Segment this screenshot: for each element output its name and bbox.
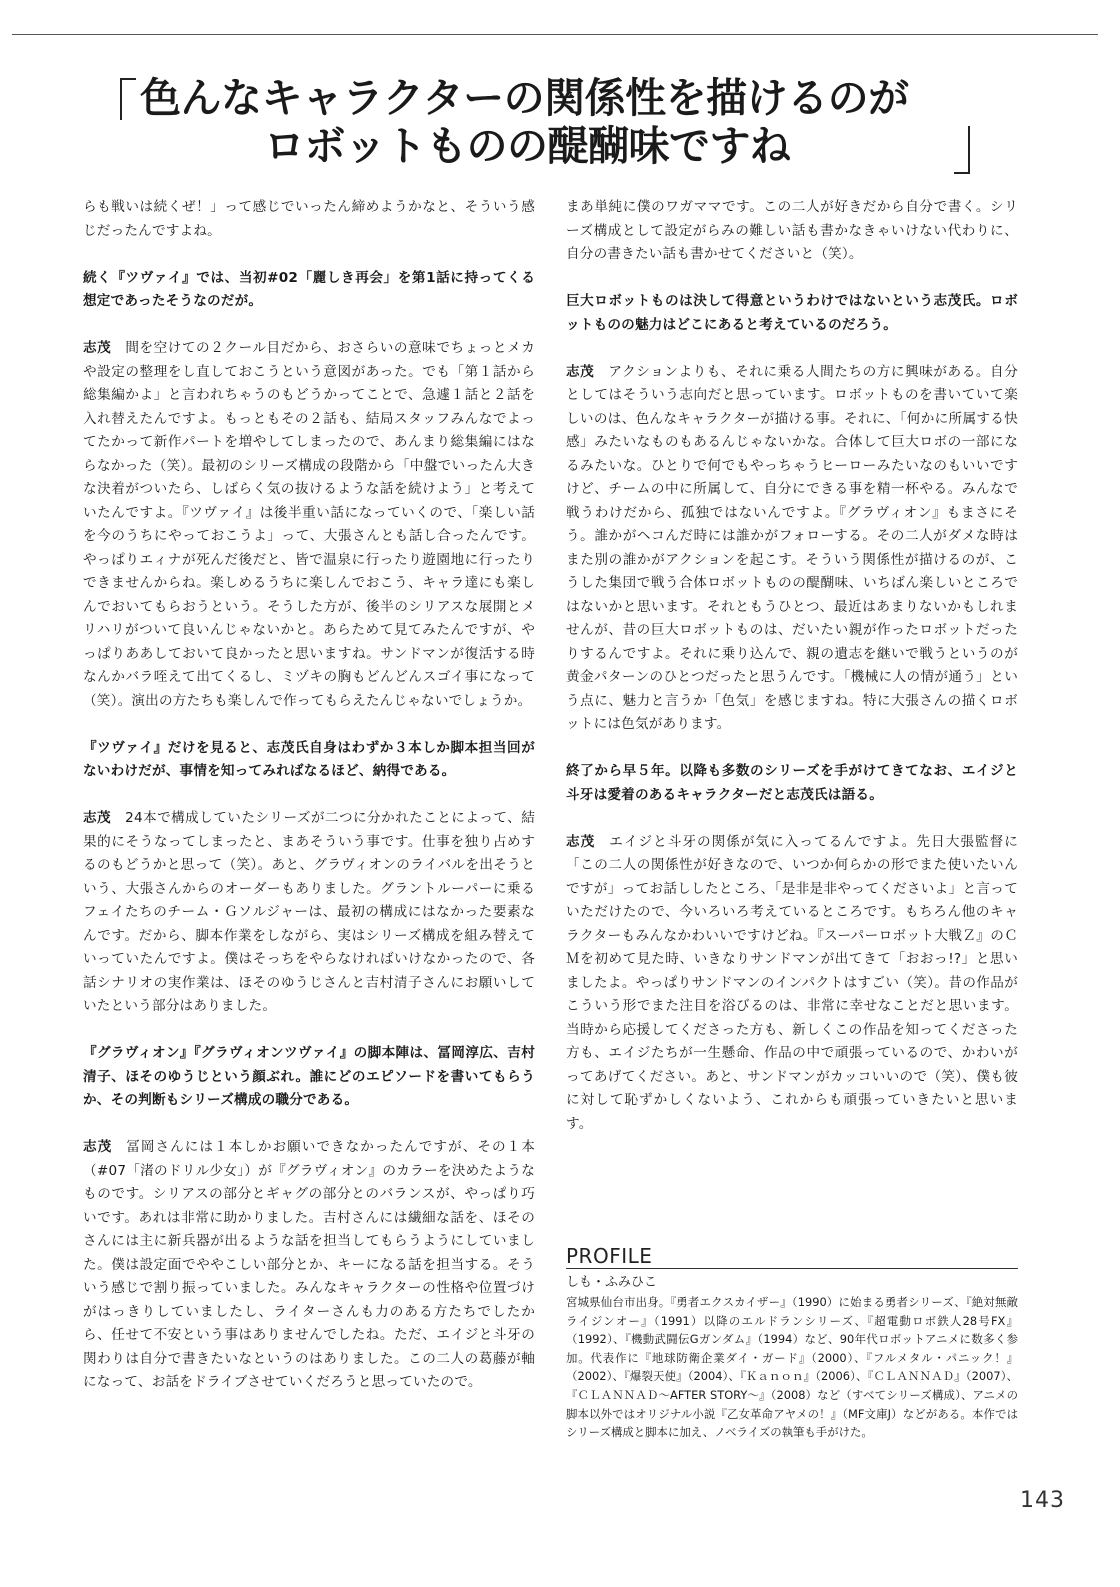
- headline-line-1: 色んなキャラクターの関係性を描けるのが: [140, 74, 909, 122]
- headline-open-bracket: [120, 78, 136, 120]
- interviewer-question: 続く『ツヴァイ』では、当初#02「麗しき再会」を第1話に持ってくる想定であったそうなのだが。: [83, 269, 535, 309]
- interviewer-question: 『グラヴィオン』『グラヴィオンツヴァイ』の脚本陣は、冨岡淳広、吉村清子、ほそのゆうじという顔ぶれ。誰にどのエピソードを書いてもらうか、その判断もシリーズ構成の職分である。: [83, 1045, 535, 1108]
- profile-name: しも・ふみひこ: [566, 1275, 658, 1290]
- interviewer-question: 巨大ロボットものは決して得意というわけではないという志茂氏。ロボットものの魅力はどこにあると考えているのだろう。: [566, 293, 1018, 333]
- left-column: [83, 196, 535, 1418]
- paragraph: らも戦いは続くぜ！」って感じでいったん締めようかなと、そういう感じだったんですよね。: [83, 199, 535, 239]
- profile-title: PROFILE: [566, 1245, 1018, 1269]
- speaker-name: 志茂: [83, 810, 112, 826]
- interviewer-question: 終了から早５年。以降も多数のシリーズを手がけてきてなお、エイジと斗牙は愛着のあるキャラクターだと志茂氏は語る。: [566, 763, 1018, 803]
- headline-close-bracket: [954, 126, 970, 174]
- right-column: [566, 196, 1018, 1160]
- paragraph: 志茂 冨岡さんには１本しかお願いできなかったんですが、その１本（#07「渚のドリル少女」）が『グラヴィオン』のカラーを決めたようなものです。シリアスの部分とギャグの部分とのバランスが、やっぱり巧いです。あれは非常に助かりました。吉村さんには繊細な話を、ほそのさんには主に新兵器が出るような話を担当してもらうようにしていました。僕は設定面でややこしい部分とか、キーになる話を担当する。そういう感じで割り振っていました。みんなキャラクターの性格や位置づけがはっきりしていましたし、ライターさんも力のある方たちでしたから、任せて不安という事はありませんでしたね。ただ、エイジと斗牙の関わりは自分で書きたいなというのはありました。この二人の葛藤が軸になって、お話をドライブさせていくだろうと思っていたので。: [83, 1139, 535, 1390]
- speaker-name: 志茂: [566, 833, 596, 850]
- top-rule: [12, 34, 1098, 35]
- headline-line-2: ロボットものの醍醐味ですね: [264, 122, 791, 170]
- speaker-name: 志茂: [83, 340, 112, 356]
- page-number: 143: [1020, 1488, 1065, 1513]
- paragraph: 志茂 アクションよりも、それに乗る人間たちの方に興味がある。自分としてはそういう志向だと思っています。ロボットものを書いていて楽しいのは、色んなキャラクターが描ける事。それに、「何かに所属する快感」みたいなものもあるんじゃないかな。合体して巨大ロボの一部になるみたいな。ひとりで何でもやっちゃうヒーローみたいなのもいいですけど、チームの中に所属して、自分にできる事を精一杯やる。みんなで戦うわけだから、孤独ではないんですよ。『グラヴィオン』もまさにそう。誰かがヘコんだ時には誰かがフォローする。その二人がダメな時はまた別の誰かがアクションを起こす。そういう関係性が描けるのが、こうした集団で戦う合体ロボットものの醍醐味、いちばん楽しいところではないかと思います。それともうひとつ、最近はあまりないかもしれませんが、昔の巨大ロボットものは、だいたい親が作ったロボットだったりするんですよ。それに乗り込んで、親の遺志を継いで戦うというのが黄金パターンのひとつだったと思うんです。「機械に人の情が通う」という点に、魅力と言うか「色気」を感じますね。特に大張さんの描くロボットには色気があります。: [566, 363, 1018, 732]
- paragraph: 志茂 間を空けての２クール目だから、おさらいの意味でちょっとメカや設定の整理をし直しておこうという意図があった。でも「第１話から総集編かよ」と言われちゃうのもどうかってことで、急遽１話と２話を入れ替えたんですよ。もっともその２話も、結局スタッフみんなでよってたかって新作パートを増やしてしまったので、あんまり総集編にはならなかった（笑）。最初のシリーズ構成の段階から「中盤でいったん大きな決着がついたら、しばらく気の抜けるような話を続けよう」と考えていたんですよ。『ツヴァイ』は後半重い話になっていくので、「楽しい話を今のうちにやっておこうよ」って、大張さんとも話し合ったんです。やっぱりエィナが死んだ後だと、皆で温泉に行ったり遊園地に行ったりできませんからね。楽しめるうちに楽しんでおこう、キャラ達にも楽しんでおいてもらおうという。そうした方が、後半のシリアスな展開とメリハリがついて良いんじゃないかと。あらためて見てみたんですが、やっぱりああしておいて良かったと思いますね。サンドマンが復活する時なんかバラ咥えて出てくるし、ミヅキの胸もどんどんスゴイ事になって（笑）。演出の方たちも楽しんで作ってもらえたんじゃないでしょうか。: [83, 340, 536, 709]
- interviewer-question: 『ツヴァイ』だけを見ると、志茂氏自身はわずか３本しか脚本担当回がないわけだが、事情を知ってみればなるほど、納得である。: [83, 739, 535, 779]
- speaker-name: 志茂: [83, 1139, 113, 1155]
- paragraph: 志茂 エイジと斗牙の関係が気に入ってるんですよ。先日大張監督に「この二人の関係性が好きなので、いつか何らかの形でまた使いたいんですが」ってお話ししたところ、「是非是非やってくださいよ」と言っていただけたので、今いろいろ考えているところです。もちろん他のキャラクターもみんなかわいいですけどね。『スーパーロボット大戦Ｚ』のＣＭを初めて見た時、いきなりサンドマンが出てきて「おおっ!?」と思いましたよ。やっぱりサンドマンのインパクトはすごい（笑）。昔の作品がこういう形でまた注目を浴びるのは、非常に幸せなことだと思います。当時から応援してくださった方も、新しくこの作品を知ってくださった方も、エイジたちが一生懸命、作品の中で頑張っているので、かわいがってあげてください。あと、サンドマンがカッコいいので（笑）、僕も彼に対して恥ずかしくないよう、これからも頑張っていきたいと思います。: [566, 833, 1018, 1132]
- profile-text: 宮城県仙台市出身。『勇者エクスカイザー』（1990）に始まる勇者シリーズ、『絶対無敵ライジンオー』（1991）以降のエルドランシリーズ、『超電動ロボ鉄人28号FX』（1992）、『機動武闘伝Gガンダム』（1994）など、90年代ロボットアニメに数多く参加。代表作に『地球防衛企業ダイ・ガード』（2000）、『フルメタル・パニック！』（2002）、『爆裂天使』（2004）、『Ｋａｎｏｎ』（2006）、『ＣＬＡＮＮＡＤ』（2007）、『ＣＬＡＮＮＡＤ〜AFTER STORY〜』（2008）など（すべてシリーズ構成）、アニメの脚本以外ではオリジナル小説『乙女革命アヤメの！』（MF文庫J）などがある。本作ではシリーズ構成と脚本に加え、ノベライズの執筆も手がけた。: [566, 1295, 1018, 1440]
- paragraph: まあ単純に僕のワガママです。この二人が好きだから自分で書く。シリーズ構成として設定がらみの難しい話も書かなきゃいけない代わりに、自分の書きたい話も書かせてくださいと（笑）。: [566, 199, 1018, 262]
- profile-box: [566, 1245, 1018, 1442]
- headline: [112, 68, 992, 180]
- speaker-name: 志茂: [566, 363, 595, 380]
- paragraph: 志茂 24本で構成していたシリーズが二つに分かれたことによって、結果的にそうなってしまったと、まあそういう事です。仕事を独り占めするのもどうかと思って（笑）。あと、グラヴィオンのライバルを出そうという、大張さんからのオーダーもありました。グラントルーパーに乗るフェイたちのチーム・Ｇソルジャーは、最初の構成にはなかった要素なんです。だから、脚本作業をしながら、実はシリーズ構成を組み替えていっていたんですよ。僕はそっちをやらなければいけなかったので、各話シナリオの実作業は、ほそのゆうじさんと吉村清子さんにお願いしていたという部分はありました。: [83, 810, 536, 1014]
